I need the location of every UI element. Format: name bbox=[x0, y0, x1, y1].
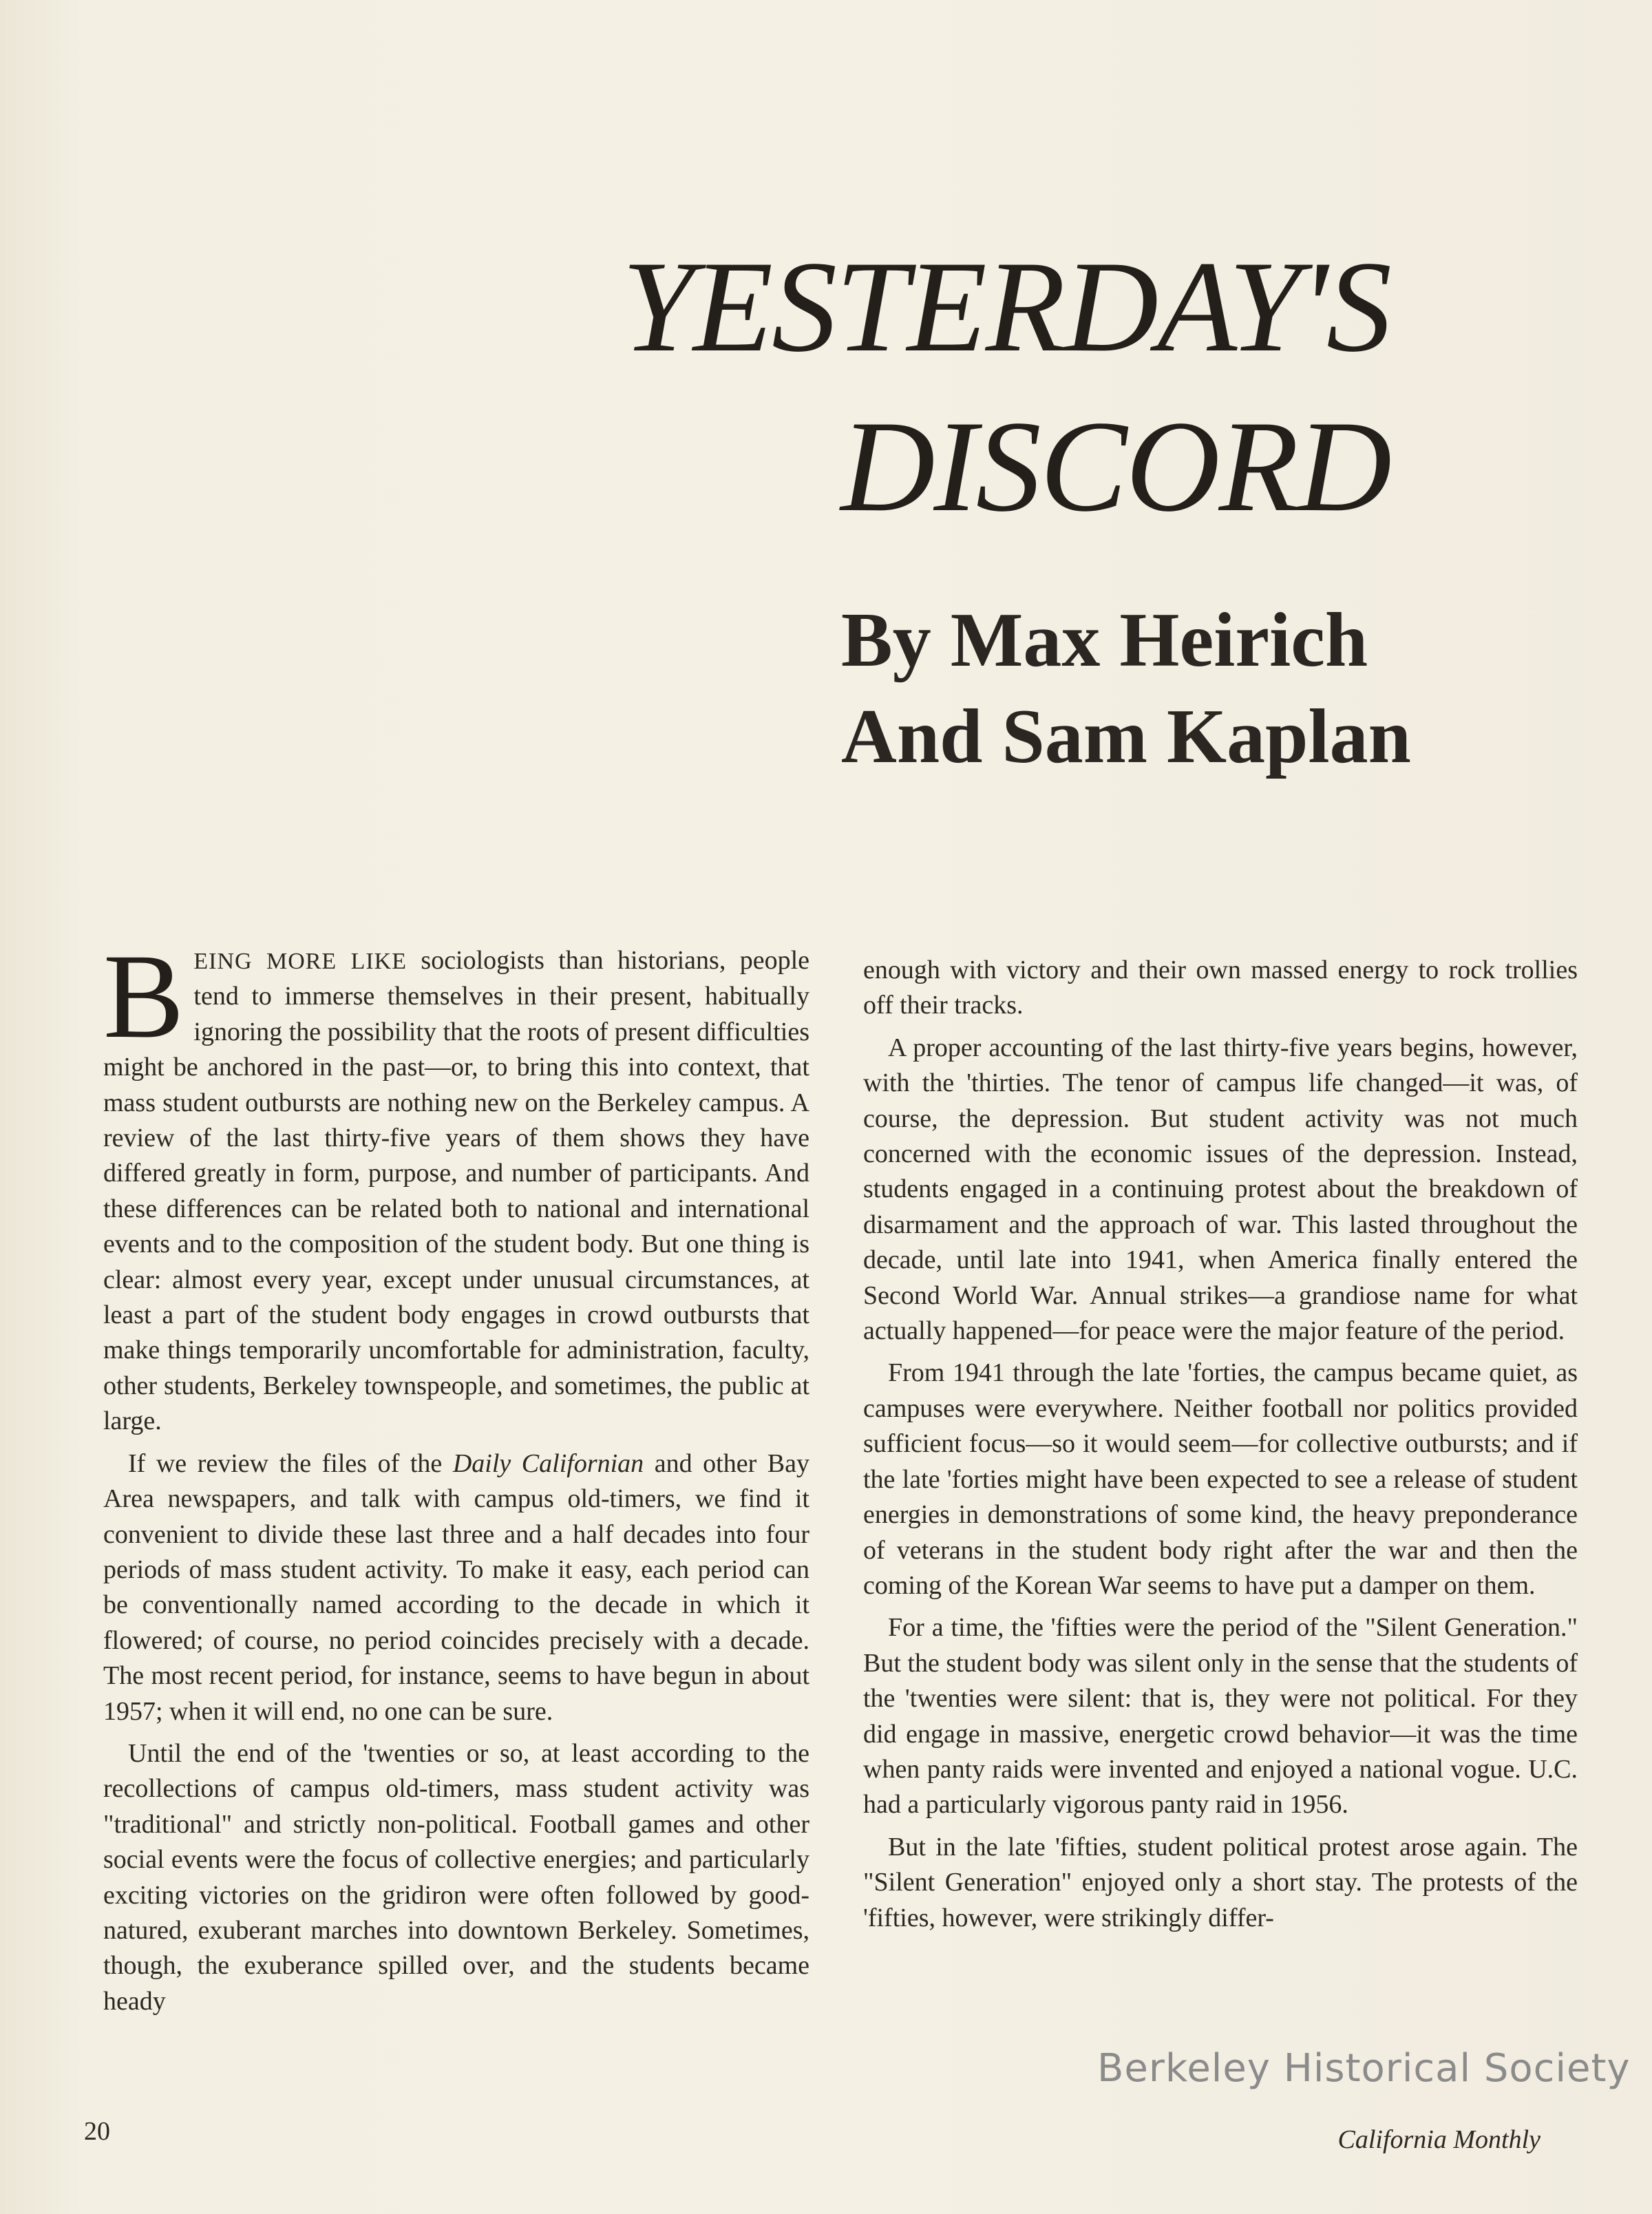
article-title bbox=[622, 227, 1390, 547]
paragraph-7: But in the late 'fifties, student political protest arose again. The "Silent Generation" enjoyed only a short stay. The protests of the 'fifties, however, were strikingly differ- bbox=[863, 1832, 1578, 1932]
page-number: 20 bbox=[84, 2117, 110, 2146]
paragraph-2-after: and other Bay Area newspapers, and talk with campus old-timers, we find it convenient to divide these last three and a half decades into four periods of mass student activity. To make it easy, each period can be conventionally named according to the decade in which it flowered; of course, no period coincides precisely with a decade. The most recent period, for instance, seems to have begun in about 1957; when it will end, no one can be sure. bbox=[103, 1448, 809, 1726]
paragraph-2-before: If we review the files of the bbox=[128, 1448, 453, 1478]
title-line-2: DISCORD bbox=[840, 394, 1390, 539]
body-column-left bbox=[103, 929, 810, 2093]
lead-caps: EING MORE LIKE bbox=[193, 949, 407, 974]
byline-line-2: And Sam Kaplan bbox=[841, 694, 1411, 779]
paragraph-3-continued: enough with victory and their own massed energy to rock trollies off their tracks. bbox=[863, 956, 1578, 1020]
publication-name: California Monthly bbox=[1337, 2125, 1540, 2154]
paragraph-1 bbox=[103, 929, 810, 1440]
drop-cap: B bbox=[103, 929, 184, 1064]
paragraph-1-text: sociologists than historians, people tend to immerse themselves in their present, habitually ignoring the possibility that the roots of present difficulties might be anchored in the past—or, to bring this into context, that mass student outbursts are nothing new on the Berkeley campus. A review of the last thirty-five years of them shows they have differed greatly in form, purpose, and number of participants. And these differences can be related both to national and international events and to the composition of the student body. But one thing is clear: almost every year, except under unusual circumstances, at least a part of the student body engages in crowd outbursts that make things temporarily uncomfortable for administration, faculty, other students, Berkeley townspeople, and sometimes, the public at large. bbox=[103, 946, 810, 1436]
paragraph-2 bbox=[103, 1446, 809, 1729]
byline-line-1: By Max Heirich bbox=[841, 598, 1368, 683]
article-byline bbox=[841, 592, 1411, 785]
watermark: Berkeley Historical Society bbox=[1097, 2046, 1631, 2091]
paragraph-4: A proper accounting of the last thirty-five years begins, however, with the 'thirties. The tenor of campus life changed—it was, of course, the depression. But student activity was not much concerned with the economic issues of the depression. Instead, students engaged in a continuing protest about the breakdown of disarmament and the approach of war. This lasted throughout the decade, until late into 1941, when America finally entered the Second World War. Annual strikes—a grandiose name for what actually happened—for peace were the major feature of the period. bbox=[863, 1033, 1578, 1346]
paragraph-6: For a time, the 'fifties were the period of the "Silent Generation." But the student body was silent only in the sense that the students of the 'twenties were silent: that is, they were not political. For they did engage in massive, energetic crowd behavior—it was the time when panty raids were invented and enjoyed a national vogue. U.C. had a particularly vigorous panty raid in 1956. bbox=[863, 1613, 1578, 1820]
body-column-right bbox=[863, 953, 1578, 2096]
paragraph-3: Until the end of the 'twenties or so, at least according to the recollections of campus old-timers, mass student activity was "traditional" and strictly non-political. Football games and other social events were the focus of collective energies; and particularly exciting victories on the gridiron were often followed by good-natured, exuberant marches into downtown Berkeley. Sometimes, though, the exuberance spilled over, and the students became heady bbox=[103, 1738, 809, 2016]
newspaper-name: Daily Californian bbox=[452, 1448, 644, 1478]
paragraph-5: From 1941 through the late 'forties, the campus became quiet, as campuses were everywhere. Neither football nor politics provided sufficient focus—so it would seem—for collective outbursts; and if the late 'forties might have been expected to see a release of student energies in demonstrations of some kind, the heavy preponderance of veterans in the student body right after the war and then the coming of the Korean War seems to have put a damper on them. bbox=[863, 1358, 1578, 1600]
title-line-1: YESTERDAY'S bbox=[622, 235, 1390, 379]
